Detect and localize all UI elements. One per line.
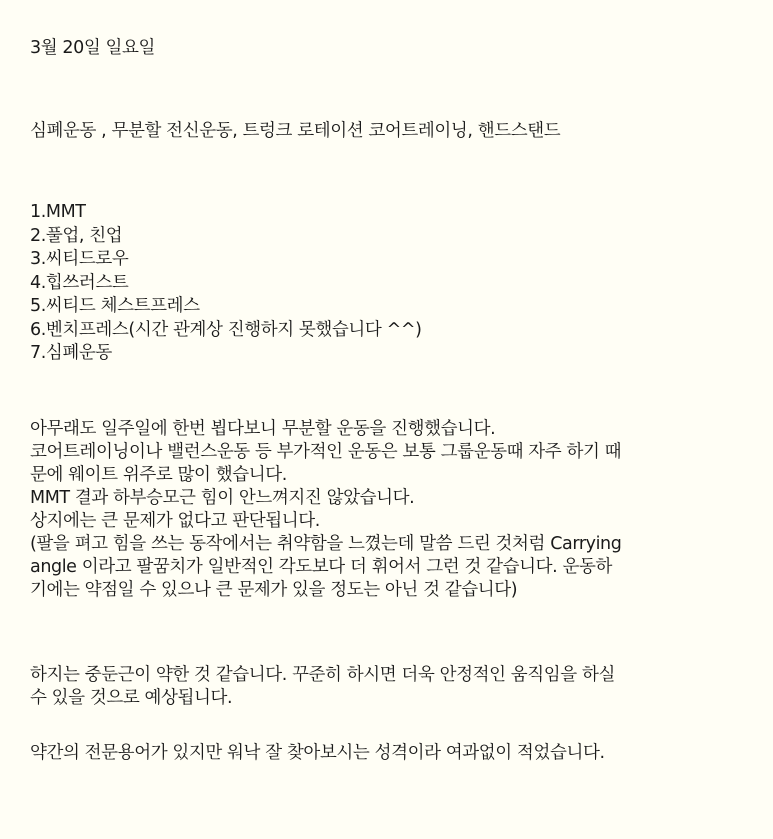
exercise-list xyxy=(30,201,422,366)
closing-paragraph xyxy=(30,742,605,765)
paragraph-line: 기에는 약점일 수 있으나 큰 문제가 있을 정도는 아닌 것 같습니다) xyxy=(30,580,518,600)
paragraph-line: 약간의 전문용어가 있지만 워낙 잘 찾아보시는 성격이라 여과없이 적었습니다. xyxy=(30,743,605,763)
date-heading: 3월 20일 일요일 xyxy=(30,38,156,58)
list-item: 7.심폐운동 xyxy=(30,343,112,363)
list-item: 1.MMT xyxy=(30,202,86,222)
paragraph-line: 문에 웨이트 위주로 많이 했습니다. xyxy=(30,465,287,485)
lower-body-paragraph xyxy=(30,664,615,710)
paragraph-line: 하지는 중둔근이 약한 것 같습니다. 꾸준히 하시면 더욱 안정적인 움직임을 하실 xyxy=(30,665,615,685)
list-item: 2.풀업, 친업 xyxy=(30,225,123,246)
paragraph-line: 아무래도 일주일에 한번 뵙다보니 무분할 운동을 진행했습니다. xyxy=(30,419,496,439)
list-item: 3.씨티드로우 xyxy=(30,249,129,269)
paragraph-line: 상지에는 큰 문제가 없다고 판단됩니다. xyxy=(30,511,320,531)
assessment-paragraph xyxy=(30,418,621,602)
list-item: 4.힙쓰러스트 xyxy=(30,272,129,293)
paragraph-line: (팔을 펴고 힘을 쓰는 동작에서는 취약함을 느꼈는데 말씀 드린 것처럼 Carrying xyxy=(30,534,622,554)
list-item: 6.벤치프레스(시간 관계상 진행하지 못했습니다 ^^) xyxy=(30,319,422,340)
list-item: 5.씨티드 체스트프레스 xyxy=(30,296,200,316)
workout-summary: 심폐운동 , 무분할 전신운동, 트렁크 로테이션 코어트레이닝, 핸드스탠드 xyxy=(30,121,561,141)
paragraph-line: angle 이라고 팔꿈치가 일반적인 각도보다 더 휘어서 그런 것 같습니다. 운동하 xyxy=(30,557,612,577)
paragraph-line: MMT 결과 하부승모근 힘이 안느껴지진 않았습니다. xyxy=(30,488,415,508)
paragraph-line: 수 있을 것으로 예상됩니다. xyxy=(30,688,233,708)
paragraph-line: 코어트레이닝이나 밸런스운동 등 부가적인 운동은 보통 그룹운동때 자주 하기 때 xyxy=(30,442,622,462)
